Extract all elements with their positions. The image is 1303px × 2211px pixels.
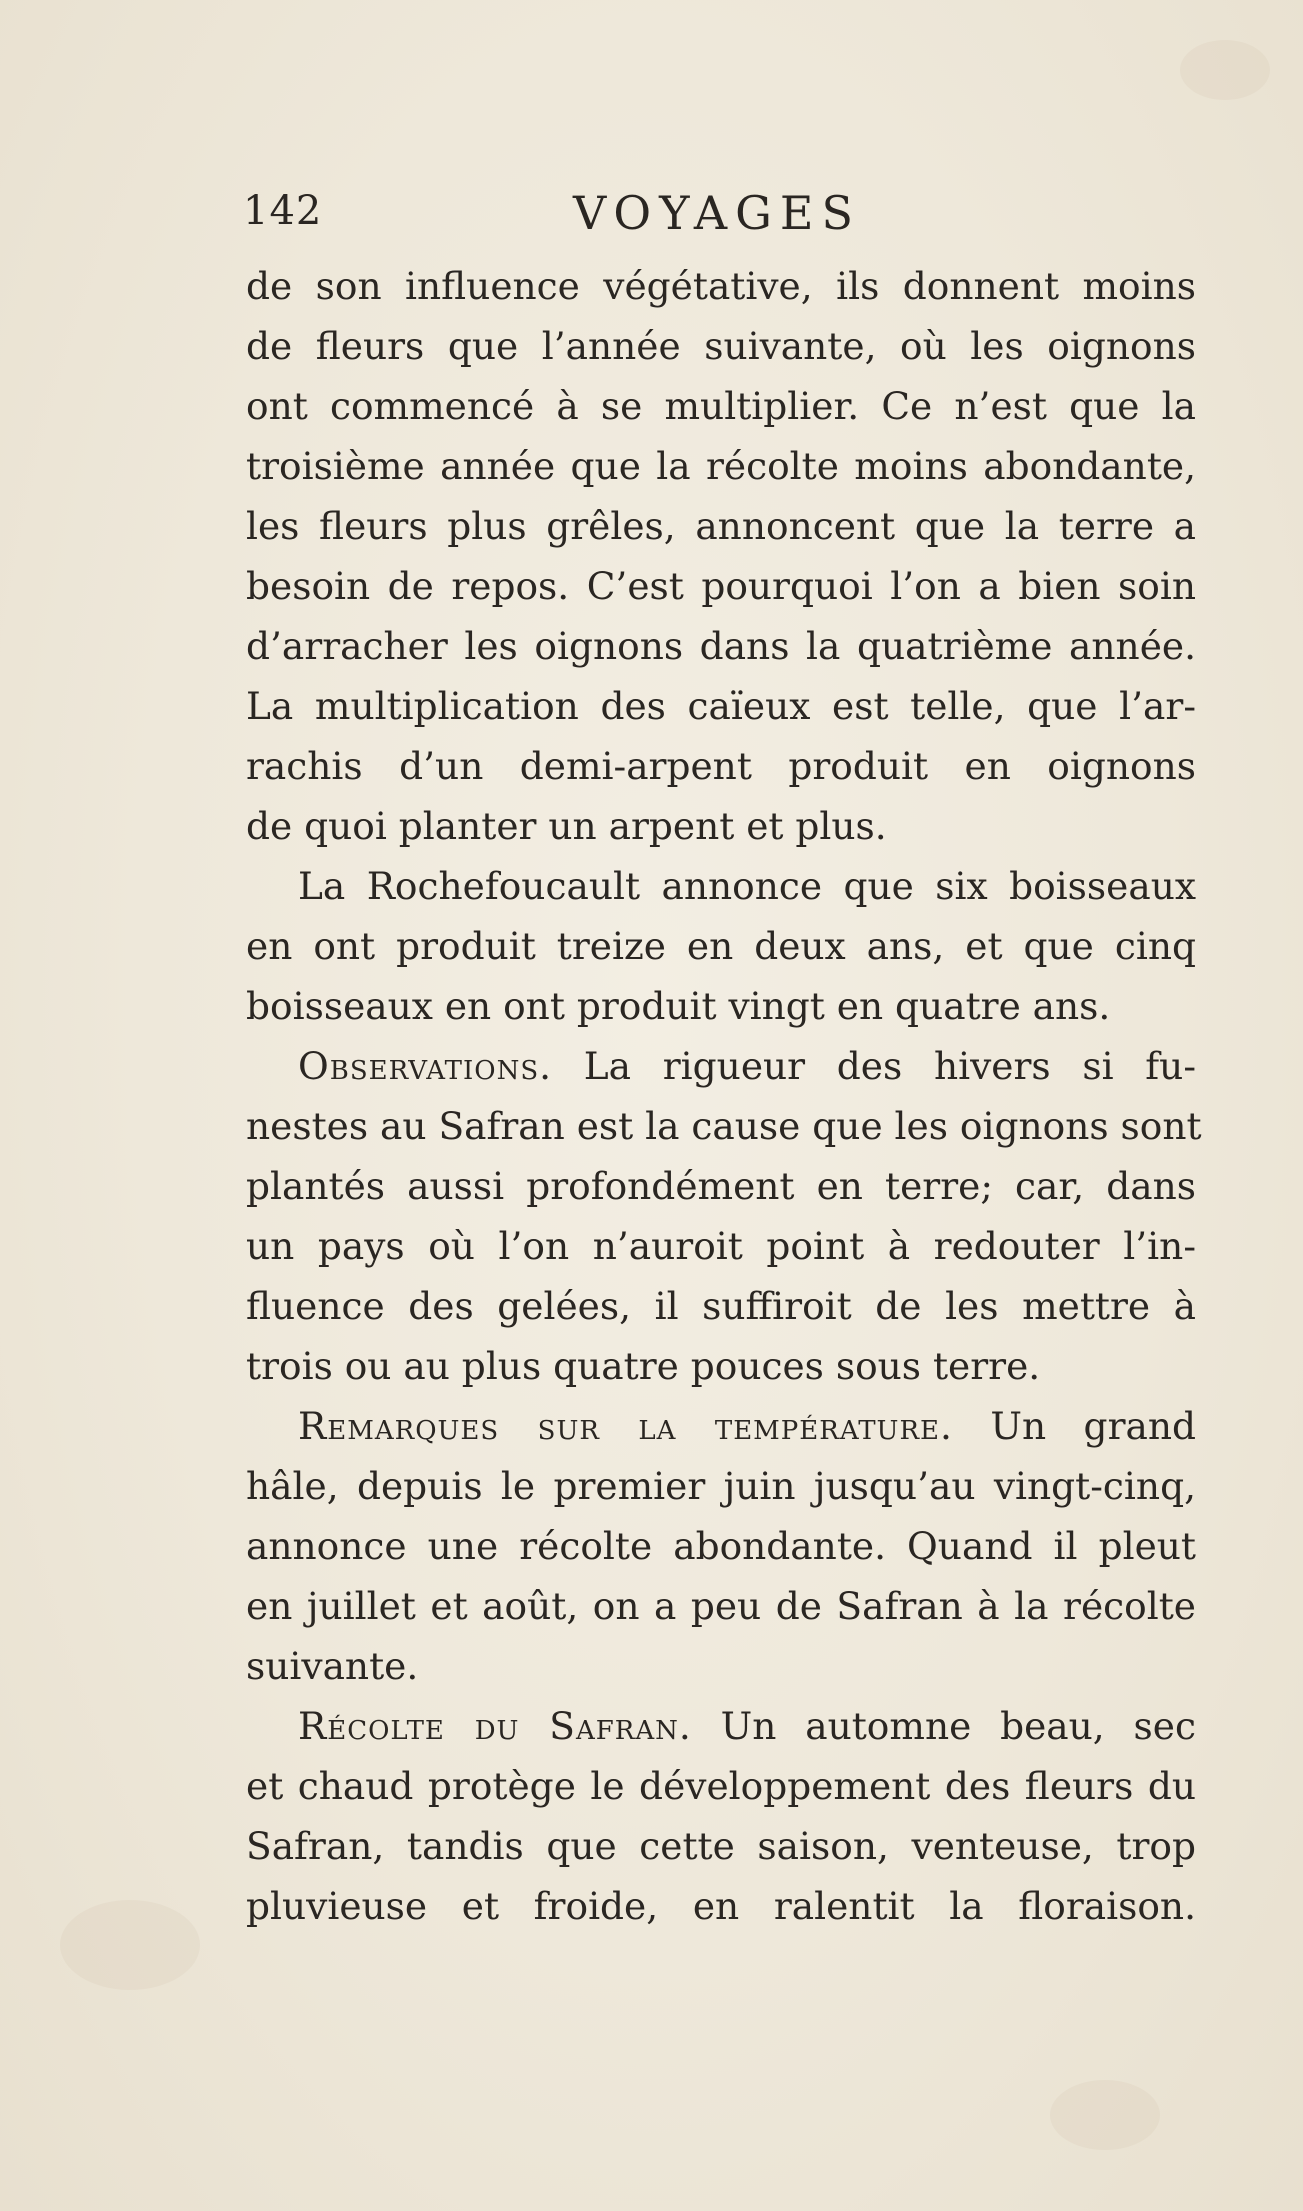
text-line: besoin de repos. C’est pourquoi l’on a bien soin	[246, 564, 1196, 608]
text-line: Récolte du Safran. Un automne beau, sec	[298, 1704, 1196, 1748]
text-line: annonce une récolte abondante. Quand il pleut	[246, 1524, 1196, 1568]
text-line: fluence des gelées, il suffiroit de les mettre à	[246, 1284, 1196, 1328]
section-heading: Remarques sur la température.	[298, 1404, 953, 1448]
section-heading: Récolte du Safran.	[298, 1704, 692, 1748]
text-line: et chaud protège le développement des fleurs du	[246, 1764, 1196, 1808]
text-line: rachis d’un demi-arpent produit en oignons	[246, 744, 1196, 788]
text-line: boisseaux en ont produit vingt en quatre ans.	[246, 984, 1111, 1028]
text-line: en juillet et août, on a peu de Safran à la récolte	[246, 1584, 1196, 1628]
text-line: hâle, depuis le premier juin jusqu’au vingt-cinq,	[246, 1464, 1196, 1508]
page-header	[243, 188, 1203, 248]
text-line: plantés aussi profondément en terre; car, dans	[246, 1164, 1196, 1208]
text-line: Observations. La rigueur des hivers si fu-	[298, 1044, 1196, 1088]
text-line: en ont produit treize en deux ans, et que cinq	[246, 924, 1196, 968]
text-line: troisième année que la récolte moins abondante,	[246, 444, 1196, 488]
text-line: d’arracher les oignons dans la quatrième année.	[246, 624, 1196, 668]
paper-stain	[1050, 2080, 1160, 2150]
body-text	[246, 256, 1202, 1936]
text-line: nestes au Safran est la cause que les oignons sont	[246, 1104, 1202, 1148]
text-line: de quoi planter un arpent et plus.	[246, 804, 887, 848]
paper-stain	[1180, 40, 1270, 100]
text-line: La Rochefoucault annonce que six boisseaux	[298, 864, 1196, 908]
page-number: 142	[243, 188, 323, 234]
text-line: ont commencé à se multiplier. Ce n’est que la	[246, 384, 1196, 428]
text-line: suivante.	[246, 1644, 419, 1688]
text-line: de fleurs que l’année suivante, où les oignons	[246, 324, 1196, 368]
text-line: trois ou au plus quatre pouces sous terre.	[246, 1344, 1041, 1388]
section-heading: Observations.	[298, 1044, 553, 1088]
running-title: VOYAGES	[573, 186, 861, 240]
paper-stain	[60, 1900, 200, 1990]
text-line: un pays où l’on n’auroit point à redouter l’in-	[246, 1224, 1196, 1268]
text-line: Safran, tandis que cette saison, venteuse, trop	[246, 1824, 1196, 1868]
text-line: pluvieuse et froide, en ralentit la floraison.	[246, 1884, 1196, 1928]
text-line: Remarques sur la température. Un grand	[298, 1404, 1197, 1448]
text-line: La multiplication des caïeux est telle, que l’ar-	[246, 684, 1196, 728]
text-line: de son influence végétative, ils donnent moins	[246, 264, 1196, 308]
text-line: les fleurs plus grêles, annoncent que la terre a	[246, 504, 1196, 548]
